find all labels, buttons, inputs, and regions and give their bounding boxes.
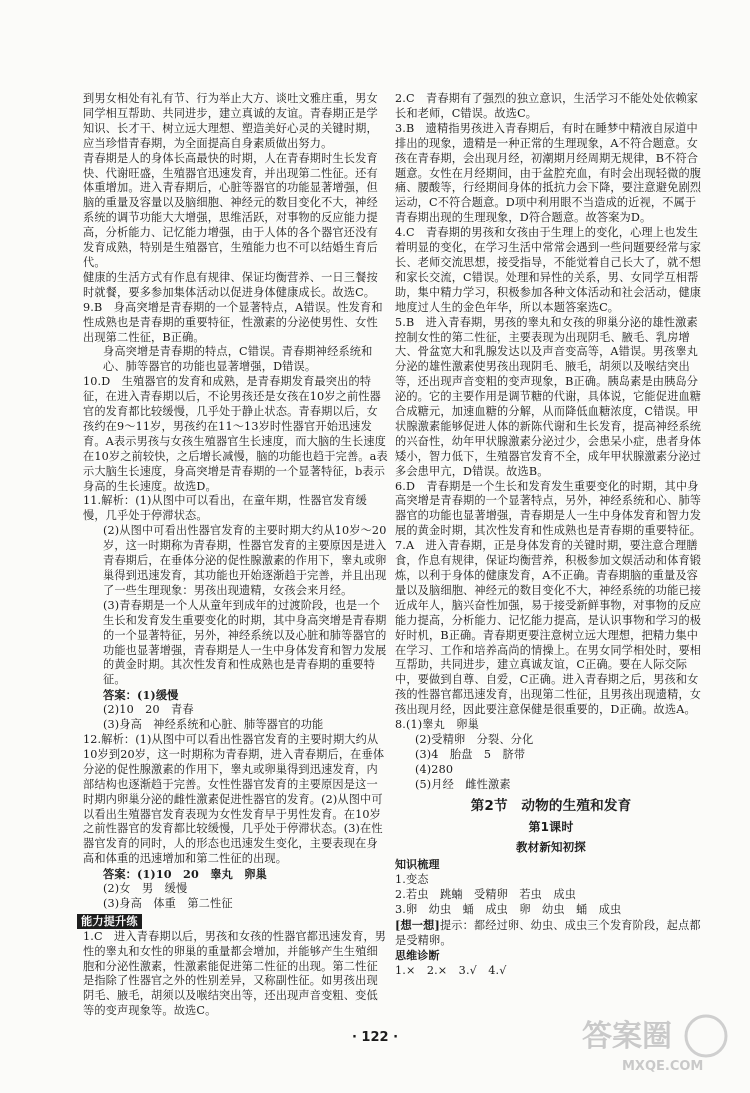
answer-5: 5.B 进入青春期，男孩的睾丸和女孩的卵巢分泌的雄性激素控制女性的第二性征，主要表现为出现阴毛、腋毛、乳房增大、骨盆宽大和乳腺发达以及声音变高等，A错误。男孩睾丸分泌的雄性激素使男孩出现阴毛、腋毛，胡须以及喉结突出等，还出现声音变粗的变声现象，B正确。胰岛素是由胰岛分泌的。它的主要作用是调节糖的代谢，具体说，它能促进血糖合成糖元，加速血糖的分解，从而降低血糖浓度，C错误。甲状腺激素能够促进人体的新陈代谢和生长发育，提高神经系统的兴奋性，幼年甲状腺激素分泌过少，会患呆小症，患者身体矮小，智力低下，生殖器官发育不全，成年甲状腺激素分泌过多会患甲亢，D错误。故选B。 xyxy=(395,315,702,478)
answer-4: 4.C 青春期的男孩和女孩由于生理上的变化，心理上也发生着明显的变化，在学习生活中常常会遇到一些问题要经常与家长、老师交流思想，接受指导，不能觉着自己长大了，就不想和家长交流，C错误。处理和异性的关系，男、女同学互相帮助，集中精力学习，积极参加各种文体活动和社会活动，健康地度过人生的金色年华，所以本题答案选C。 xyxy=(395,226,702,314)
answer-label: 答案：(1)10 20 睾丸 卵巢 xyxy=(103,867,267,882)
answer-9: 9.B 身高突增是青春期的一个显著特点，A错误。性发育和性成熟也是青春期的重要特征，性激素的分泌使男性、女性出现第二性征，B正确。 xyxy=(83,300,383,344)
lesson-title: 第1课时 xyxy=(528,819,574,834)
page-number: · 122 · xyxy=(351,1030,399,1045)
diagnose-label: 思维诊断 xyxy=(395,948,440,962)
section-title: 第2节 动物的生殖和发育 xyxy=(470,797,632,814)
think-paragraph xyxy=(395,918,707,949)
paragraph: 健康的生活方式有作息有规律、保证均衡营养、一日三餐按时就餐，要多参加集体活动以促进身体健康成长。故选C。 xyxy=(83,270,378,299)
list-item: 2.若虫 跳蝻 受精卵 若虫 成虫 xyxy=(395,888,577,902)
left-column xyxy=(83,92,388,1019)
answer-12: 12.解析：(1)从图中可以看出性器官发育的主要时期大约从10岁到20岁，这一时期称为青春期，进入青春期后，在垂体分泌的促性腺激素的作用下，睾丸或卵巢得到迅速发育，内部结构也逐渐趋于完善。女性性器官发育的主要原因是这一时期内卵巢分泌的雌性激素促进性器官的发育。(2)从图中可以看出生殖器官发育表现为女性发育早于男性发育。在10岁之前性器官的发育都比较缓慢，几乎处于停滞状态。(3)在性器官发育的同时，人的形态也迅速发生变化，主要表现在身高和体重的迅速增加和第二性征的出现。 xyxy=(83,732,385,866)
answer-11: 11.解析：(1)从图中可以看出，在童年期，性器官发育缓慢，几乎处于停滞状态。 xyxy=(83,494,367,523)
answer-line: (4)280 xyxy=(415,762,454,776)
answer-6: 6.D 青春期是一个生长和发育发生重要变化的时期，其中身高突增是青春期的一个显著特点，另外，神经系统和心、肺等器官的功能也显著增强，青春期是人一生中身体发育和智力发展的黄金时期，其次性发育和性成熟也是青春期的重要特征。 xyxy=(395,479,702,538)
answer-line: (3)4 胎盘 5 脐带 xyxy=(415,747,526,761)
paragraph: (2)从图中可看出性器官发育的主要时期大约从10岁～20岁，这一时期称为青春期，性器官发育的主要原因是进入青春期后，在垂体分泌的促性腺激素的作用下，睾丸或卵巢得到迅速发育，其功能也开始逐渐趋于完善，并且出现了一些生理现象：男孩出现遗精，女孩会来月经。 xyxy=(103,524,387,597)
answer-line: (3)身高 体重 第二性征 xyxy=(103,896,233,910)
answer-7: 7.A 进入青春期，正是身体发育的关键时期，要注意合理膳食，作息有规律，保证均衡营养，积极参加文娱活动和体育锻炼，以利于身体的健康发育，A不正确。青春期脑的重量及容量以及脑细胞、神经元的数目变化不大，神经系统的功能已接近成年人，脑兴奋性加强，易于接受新鲜事物，对事物的反应能力提高，分析能力、记忆能力提高，是认识事物和学习的极好时机，B正确。青春期更要注意树立远大理想，把精力集中在学习、工作和培养高尚的情操上。在男女同学相处时，要相互帮助，共同进步，建立真诚友谊，C正确。要在人际交际中，要做到自尊、自爱，C正确。进入青春期之后，男孩和女孩的性器官都迅速发育，出现第二性征，且男孩出现遗精，女孩出现月经，因此要注意保健是很重要的，D正确。故选A。 xyxy=(395,539,702,717)
think-text: 提示：都经过卵、幼虫、成虫三个发育阶段，起点都是受精卵。 xyxy=(395,918,701,947)
answer-3: 3.B 遗精指男孩进入青春期后，有时在睡梦中精液自尿道中排出的现象，遗精是一种正常的生理现象，A不符合题意。女孩在青春期，会出现月经，初潮期月经周期无规律，B不符合题意。女性在月经期间，由于盆腔充血，有时会出现轻微的腹痛、腰酸等，行经期间身体的抵抗力会下降，要注意避免剧烈运动，C不符合题意。D项中利用眼不当造成的近视，不属于青春期出现的生理现象，D符合题意。故答案为D。 xyxy=(395,121,702,225)
answer-line: (2)受精卵 分裂、分化 xyxy=(415,732,534,746)
answer-8: 8.(1)睾丸 卵巢 xyxy=(395,718,479,732)
list-item: 3.卵 幼虫 蛹 成虫 卵 幼虫 蛹 成虫 xyxy=(395,903,622,917)
answer-line: (2)10 20 青春 xyxy=(103,703,194,717)
watermark-logo xyxy=(578,1012,728,1074)
paragraph: (3)青春期是一个人从童年到成年的过渡阶段，也是一个生长和发育发生重要变化的时期，其中身高突增是青春期的一个显著特征，另外，神经系统以及心脏和肺等器官的功能也显著增强，青春期是人一生中身体发育和智力发展的黄金时期。其次性发育和性成熟也是青春期的重要特征。 xyxy=(103,598,387,687)
knowledge-label: 知识梳理 xyxy=(395,858,440,872)
right-column xyxy=(395,92,707,979)
answer-line: (5)月经 雌性激素 xyxy=(415,777,511,791)
think-label: [想一想] xyxy=(395,917,440,932)
watermark-site: MXQE.COM xyxy=(622,1059,704,1074)
paragraph: 到男女相处有礼有节、行为举止大方、谈吐文雅庄重，男女同学相互帮助、共同进步，建立真诚的友谊。青春期正是学知识、长才干、树立远大理想、塑造美好心灵的关键时期，应当珍惜青春期，为全面提高自身素质做出努力。 xyxy=(83,92,378,150)
answer-line: (2)女 男 缓慢 xyxy=(103,882,188,896)
answer-10: 10.D 生殖器官的发育和成熟，是青春期发育最突出的特征，在进入青春期以后，不论男孩还是女孩在10岁之前性器官的发育都比较缓慢，几乎处于静止状态。青春期以后，女孩约在9～11岁，男孩约在11～13岁时性器官开始迅速发育。A表示男孩与女孩生殖器官生长速度，而大脑的生长速度在10岁之前较快，之后增长减慢，脑的功能也趋于完善。a表示大脑生长速度，身高突增是青春期的一个显著特征，b表示身高的生长速度。故选D。 xyxy=(83,375,388,493)
answer-2: 2.C 青春期有了强烈的独立意识，生活学习不能处处依赖家长和老师，C错误。故选C。 xyxy=(395,92,699,120)
diagnose-items: 1.× 2.× 3.√ 4.√ xyxy=(395,963,507,977)
answer-1: 1.C 进入青春期以后，男孩和女孩的性器官都迅速发育，男性的睾丸和女性的卵巢的重量都会增加，并能够产生生殖细胞和分泌性激素，性激素能促进第二性征的出现。第二性征是指除了性器官之外的性别差异，又称副性征。如男孩出现阴毛、腋毛，胡须以及喉结突出等，还出现声音变粗、变低等的变声现象等。故选C。 xyxy=(83,929,387,1018)
answer-label: 答案：(1)缓慢 xyxy=(103,688,179,703)
section-band: 能力提升练 xyxy=(77,914,142,929)
paragraph: 青春期是人的身体长高最快的时期，人在青春期时生长发育快、代谢旺盛，生殖器官迅速发育，并出现第二性征。还有体重增加。进入青春期后，心脏等器官的功能显著增强，但脑的重量及容量以及脑细胞、神经元的数目变化不大，神经系统的调节功能大大增强，思维活跃，对事物的反应能力提高，分析能力、记忆能力增强，由于人体的各个器官还没有发育成熟，特别是生殖器官，生殖能力也不可以结婚生育后代。 xyxy=(83,151,378,269)
paragraph: 身高突增是青春期的特点，C错误。青春期神经系统和心、肺等器官的功能也显著增强，D错误。 xyxy=(103,345,373,374)
watermark-chars: 答案圈 xyxy=(582,1019,672,1054)
subsection-title: 教材新知初探 xyxy=(516,840,586,855)
answer-line: (3)身高 神经系统和心脏、肺等器官的功能 xyxy=(103,718,324,732)
list-item: 1.变态 xyxy=(395,873,429,887)
